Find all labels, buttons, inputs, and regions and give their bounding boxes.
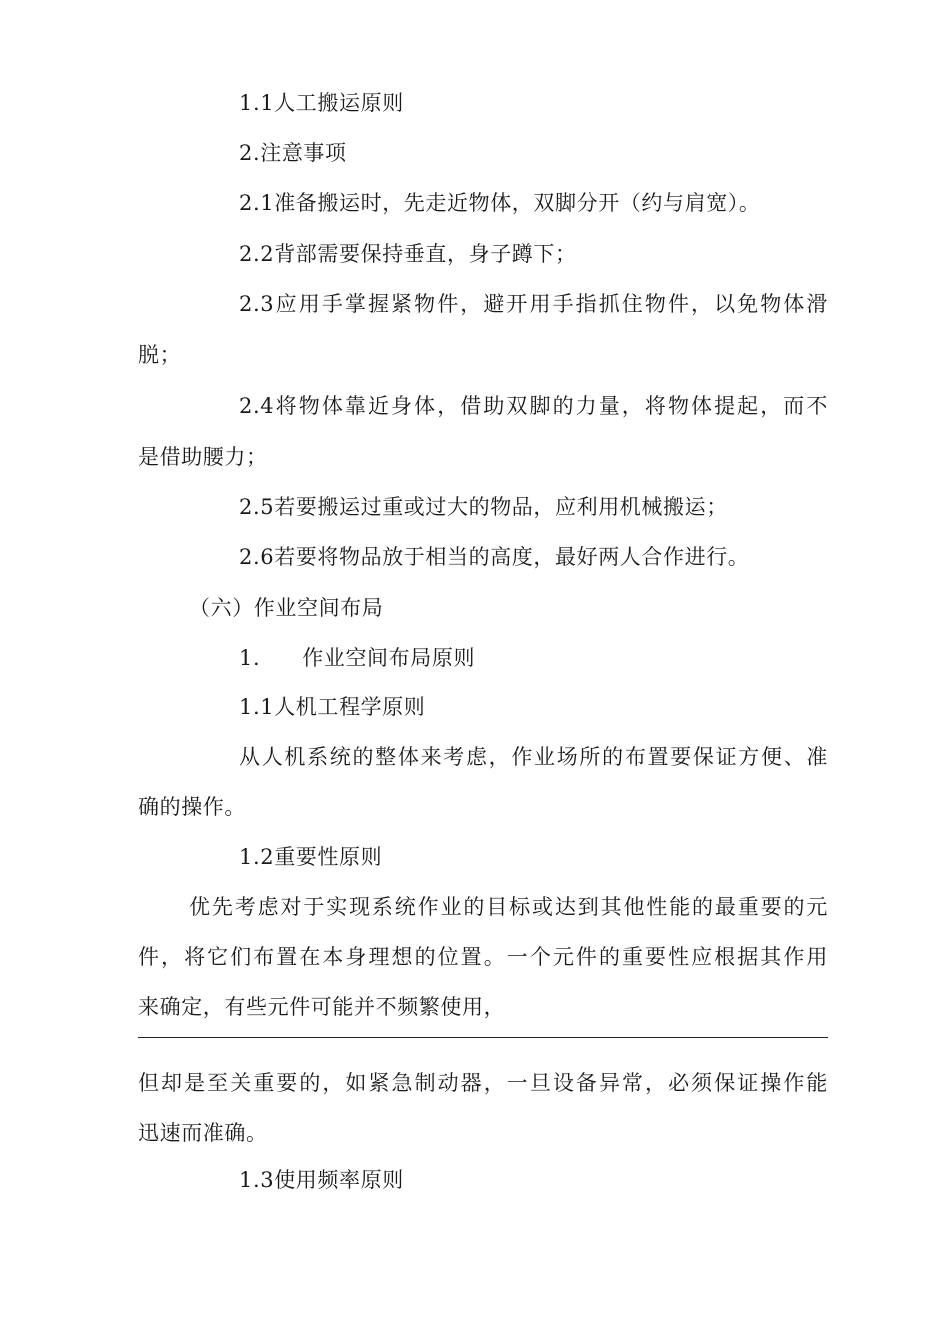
section-heading-6: （六）作业空间布局 [189, 596, 384, 620]
subheading-2: 2.注意事项 [239, 141, 347, 165]
paragraph-2-3-line1: 2.3应用手掌握紧物件，避开用手指抓住物件，以免物体滑 [239, 292, 828, 316]
subheading-6-1 [239, 644, 475, 672]
subheading-6-1-2: 1.2重要性原则 [239, 845, 383, 869]
paragraph-continued-line2: 迅速而准确。 [138, 1121, 268, 1145]
paragraph-ergonomics-line1: 从人机系统的整体来考虑，作业场所的布置要保证方便、准 [239, 745, 828, 769]
subheading-6-1-1: 1.1人机工程学原则 [239, 695, 426, 719]
paragraph-ergonomics-line2: 确的操作。 [138, 795, 246, 819]
subheading-6-1-3: 1.3使用频率原则 [239, 1168, 404, 1192]
paragraph-2-5: 2.5若要搬运过重或过大的物品，应利用机械搬运； [239, 495, 728, 519]
paragraph-importance-line3: 来确定，有些元件可能并不频繁使用， [138, 995, 506, 1019]
subheading-6-1-number: 1. [239, 646, 261, 670]
subheading-6-1-text: 作业空间布局原则 [302, 646, 476, 670]
paragraph-importance-line1: 优先考虑对于实现系统作业的目标或达到其他性能的最重要的元 [189, 895, 828, 919]
paragraph-2-6: 2.6若要将物品放于相当的高度，最好两人合作进行。 [239, 545, 750, 569]
page-divider [138, 1037, 828, 1038]
paragraph-2-2: 2.2背部需要保持垂直，身子蹲下； [239, 242, 577, 266]
paragraph-continued-line1: 但却是至关重要的，如紧急制动器，一旦设备异常，必须保证操作能 [138, 1071, 828, 1095]
paragraph-2-1: 2.1准备搬运时，先走近物体，双脚分开（约与肩宽）。 [239, 191, 761, 215]
paragraph-2-4-line2: 是借助腰力； [138, 445, 268, 469]
paragraph-importance-line2: 件，将它们布置在本身理想的位置。一个元件的重要性应根据其作用 [138, 945, 828, 969]
subheading-1-1: 1.1人工搬运原则 [239, 91, 404, 115]
paragraph-2-3-line2: 脱； [138, 343, 182, 367]
paragraph-2-4-line1: 2.4将物体靠近身体，借助双脚的力量，将物体提起，而不 [239, 394, 828, 418]
